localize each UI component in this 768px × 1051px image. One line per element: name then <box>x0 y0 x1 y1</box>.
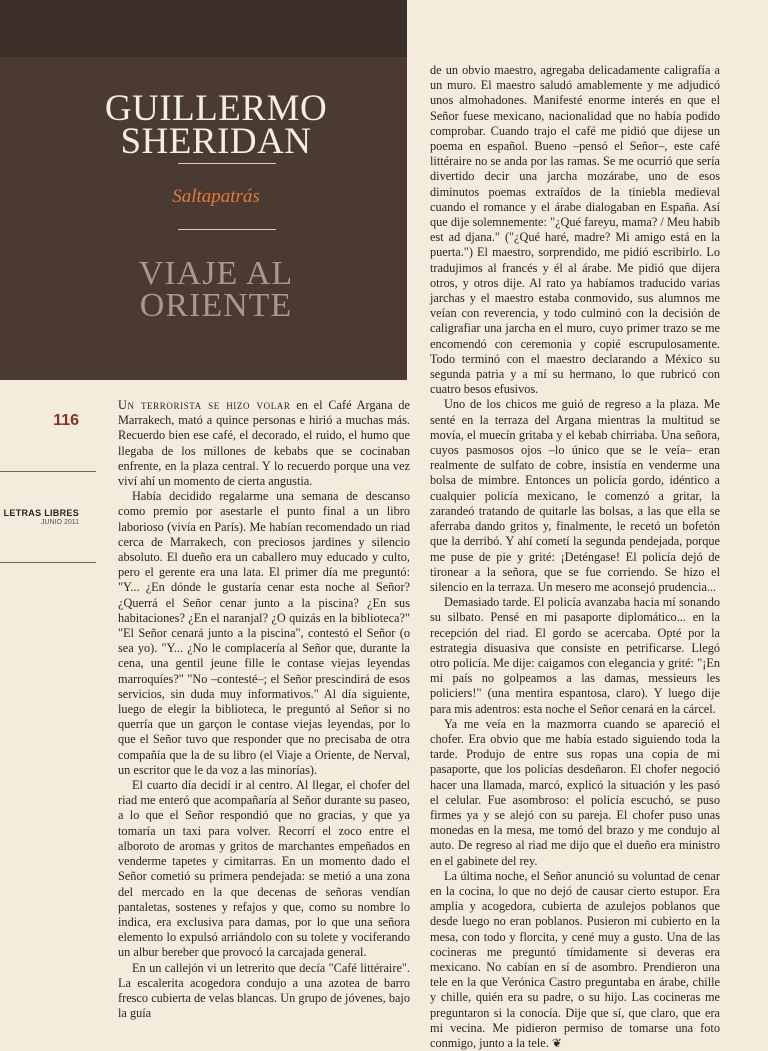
author-name <box>56 88 376 162</box>
paragraph-text: en el Café Argana de Marrakech, mató a quince personas e hirió a muchas más. Recuerdo bien ese café, el decorado, el ruido, el humo que llegaba de los millones de kebabs que se cocinaban enfrente, en la plaza central. Y lo recuerdo porque una vez viví ahí un momento de cierta angustia. <box>118 398 410 489</box>
sidebar-rule-bottom <box>0 562 96 563</box>
paragraph: En un callejón vi un letrerito que decía "Café littéraire". La escalerita acogedora condujo a una azotea de barro fresco cubierta de velas blancas. Un grupo de jóvenes, bajo la guía <box>118 960 410 1021</box>
end-mark-icon: ❦ <box>551 1036 562 1050</box>
paragraph <box>118 398 410 489</box>
sidebar-rule-top <box>0 471 96 472</box>
paragraph: Había decidido regalarme una semana de descanso como premio por asestarle el punto final a un libro laborioso (vivía en París). Me habían recomendado un riad cerca de Marrakech, con preciosos jardines y silencio absoluto. El dueño era un caballero muy educado y culto, pero el gerente era una lata. El primer día me preguntó: "Y... ¿En dónde le gustaría cenar esta noche al Señor? ¿Querrá el Señor cenar junto a la piscina? ¿En sus habitaciones? ¿En el naranjal? ¿O quizás en la biblioteca?" "El Señor cenará junto a la piscina", contestó el Señor (o sea yo). "Y... ¿No le complacería al Señor que, durante la cena, una gentil jeune fille le contase viejas leyendas marroquíes?" "No –contesté–; el Señor prescindirá de esos servicios, sin duda muy informativos." Al día siguiente, luego de elegir la biblioteca, le preguntó al Señor si no querría que un garçon le contase viejas leyendas, por lo que el Señor tuvo que responder que no precisaba de otra compañía que la de su libro (el Viaje a Oriente, de Nerval, un escritor que le da voz a las minorías). <box>118 489 410 777</box>
header-top-band <box>0 0 407 57</box>
header-divider-top <box>178 163 276 164</box>
paragraph <box>430 869 720 1051</box>
article-title <box>56 255 376 324</box>
paragraph: Ya me veía en la mazmorra cuando se apareció el chofer. Era obvio que me había estado siguiendo toda la tarde. Produjo de entre sus ropas una copia de mi pasaporte, que los policías desdeñaron. El chofer negoció hacer una llamada, marcó, explicó la situación y les pasó el celular. Fue asombroso: el policía escuchó, se puso firmes ya y se alejó con su pareja. El chofer puso unas monedas en la mesa, me tomó del brazo y me condujo al auto. De regreso al riad me dijo que el dueño era ministro en el gabinete del rey. <box>430 716 720 868</box>
paragraph: Demasiado tarde. El policía avanzaba hacia mí sonando su silbato. Pensé en mi pasaporte diplomático... en la recepción del riad. El gordo se acercaba. Opté por la estrategia disuasiva que consiste en petrificarse. Llegó otro policía. Me dije: caigamos con elegancia y grité: "¡En mi país no golpeamos a las damas, messieurs les policiers!" (una mentira espantosa, claro). Y luego dije para mis adentros: esta noche el Señor cenará en la cárcel. <box>430 595 720 716</box>
lead-in: Un terrorista se hizo volar <box>118 398 291 412</box>
title-line-1: VIAJE AL <box>138 255 294 292</box>
magazine-name: LETRAS LIBRES <box>3 508 79 518</box>
header-divider-bottom <box>178 229 276 230</box>
section-title: Saltapatrás <box>172 186 260 207</box>
paragraph: Uno de los chicos me guió de regreso a la plaza. Me senté en la terraza del Argana mientras la multitud se movía, el muecín gritaba y el kebab chirriaba. Una señora, cuyos pasmosos ojos –lo único que se le veía– eran realmente de sulfato de cobre, insistía en venderme una bolsa de mimbre. Entonces un policía gordo, idéntico a cualquier policía mexicano, le comenzó a gritar, la zarandeó tratando de quitarle las bolsas, a las que ella se aferraba dando gritos y, finalmente, le recetó un bofetón que la derribó. Y ahí cometí la segunda pendejada, porque me puse de pie y grité: ¡Deténgase! El policía dejó de tironear a la señora, que se fue corriendo. Se hizo el silencio en la terraza. Un mesero me aconsejó prudencia... <box>430 397 720 594</box>
paragraph: de un obvio maestro, agregaba delicadamente caligrafía a un muro. El maestro saludó amablemente y me adjudicó unos almohadones. Manifesté enorme interés en que el Señor fuese mexicano, nacionalidad que no había podido comprobar. Cuando trajo el café me pidió que dijese un poema en español. Bueno –pensó el Señor–, este café littéraire no se anda por las ramas. Se me ocurrió que sería divertido decir una jarcha mozárabe, uno de esos diminutos poemas extraídos de la tiniebla medieval cuando el romance y el árabe dialogaban en España. Así que dije solemnemente: "¿Qué fareyu, mama? / Meu habib est ad djana." ("¿Qué haré, madre? Mi amigo está en la puerta.") El maestro, sorprendido, me pidió escribirlo. Lo tradujimos al francés y él al árabe. Me pidió que dijera otros, y otros dije. Al rato ya habíamos traducido varias jarchas y el maestro estaba conmovido, sus alumnos me veían con reverencia, y todo culminó con la decisión de caligrafiar una jarcha en el muro, cuyo primer trazo se me encomendó con ceremonia y copié escrupulosamente. Todo terminó con el maestro declarando a México su segunda patria y a mí su hermano, lo que rubricó con cuatro besos efusivos. <box>430 63 720 397</box>
paragraph-text: La última noche, el Señor anunció su voluntad de cenar en la cocina, lo que no dejó de causar cierto estupor. Era amplia y acogedora, cubierta de azulejos poblanos que desde luego no eran poblanos. Pusieron mi cubierto en la mesa, con todo y florcita, y cené muy a gusto. Una de las cocineras me preguntó tímidamente si deveras era mexicano. No cabían en sí de asombro. Prendieron una tele en la que Verónica Castro preguntaba en árabe, chille y chille, quién era su padre, o su hijo. Las cocineras me preguntaron si la conocía. Dije que sí, que claro, que era mi vecina. Me pidieron permiso de tomarse una foto conmigo, junto a la tele. <box>430 868 720 1050</box>
issue-date: JUNIO 2011 <box>41 519 79 526</box>
author-line-1: GUILLERMO <box>104 88 328 129</box>
article-column-left <box>118 398 410 1021</box>
author-line-2: SHERIDAN <box>120 121 312 162</box>
title-line-2: ORIENTE <box>139 287 293 324</box>
article-column-right <box>430 63 720 1051</box>
paragraph: El cuarto día decidí ir al centro. Al llegar, el chofer del riad me enteró que acompañaría al Señor durante su paseo, a lo que el Señor respondió que no gracias, y que ya tomaría un taxi para volver. Recorrí el zoco entre el alboroto de aromas y gritos de marchantes empeñados en venderme tapetes y cimitarras. En un momento dado el Señor cometió su primera pendejada: se metió a una zona del mercado en la que decenas de señoras vendían pantaletas, sostenes y refajos y que, como su nombre lo indica, era exclusiva para damas, por lo que una señora elemento lo expulsó arriándolo con su tolete y vociferando un albur bereber que provocó la carcajada general. <box>118 778 410 960</box>
page-number: 116 <box>53 412 79 429</box>
